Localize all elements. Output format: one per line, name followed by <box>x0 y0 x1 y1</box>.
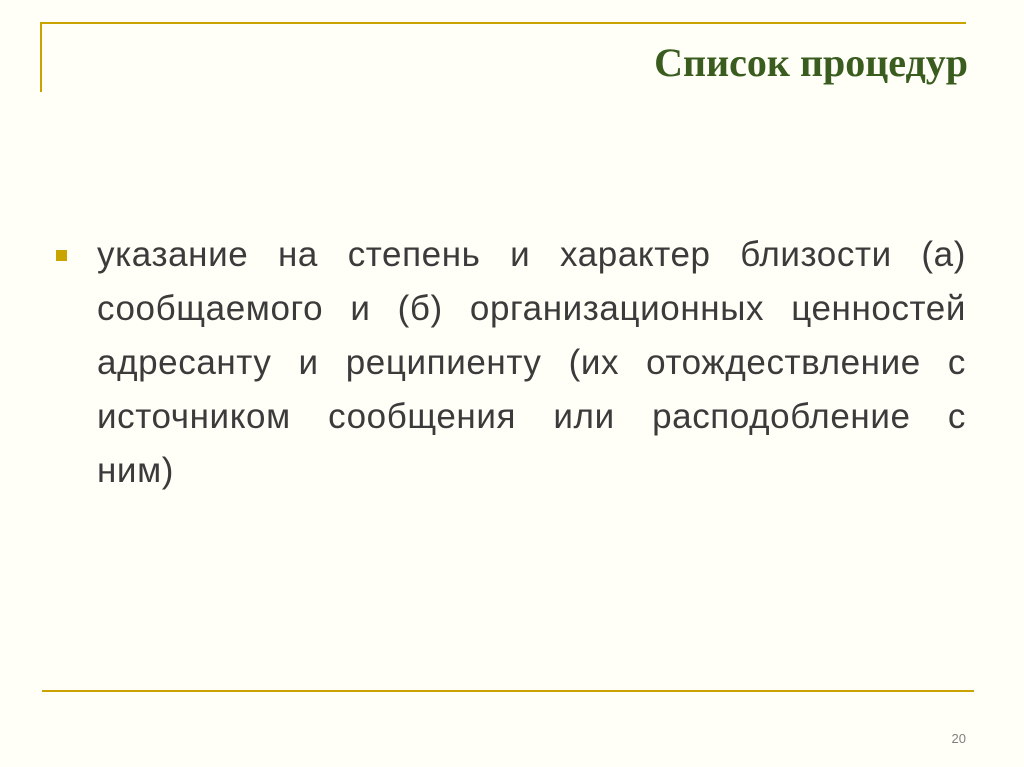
list-item <box>56 228 966 498</box>
bullet-list <box>56 228 966 498</box>
page-number: 20 <box>951 731 966 746</box>
bottom-divider <box>42 690 974 692</box>
square-bullet-icon <box>56 250 67 261</box>
slide-title: Список процедур <box>654 40 968 85</box>
top-divider <box>40 22 966 24</box>
bullet-text: указание на степень и характер близости (а) сообщаемого и (б) организационных ценностей адресанту и реципиенту (их отождествление с источником сообщения или расподобление с ним) <box>97 235 966 490</box>
left-divider <box>40 22 42 92</box>
